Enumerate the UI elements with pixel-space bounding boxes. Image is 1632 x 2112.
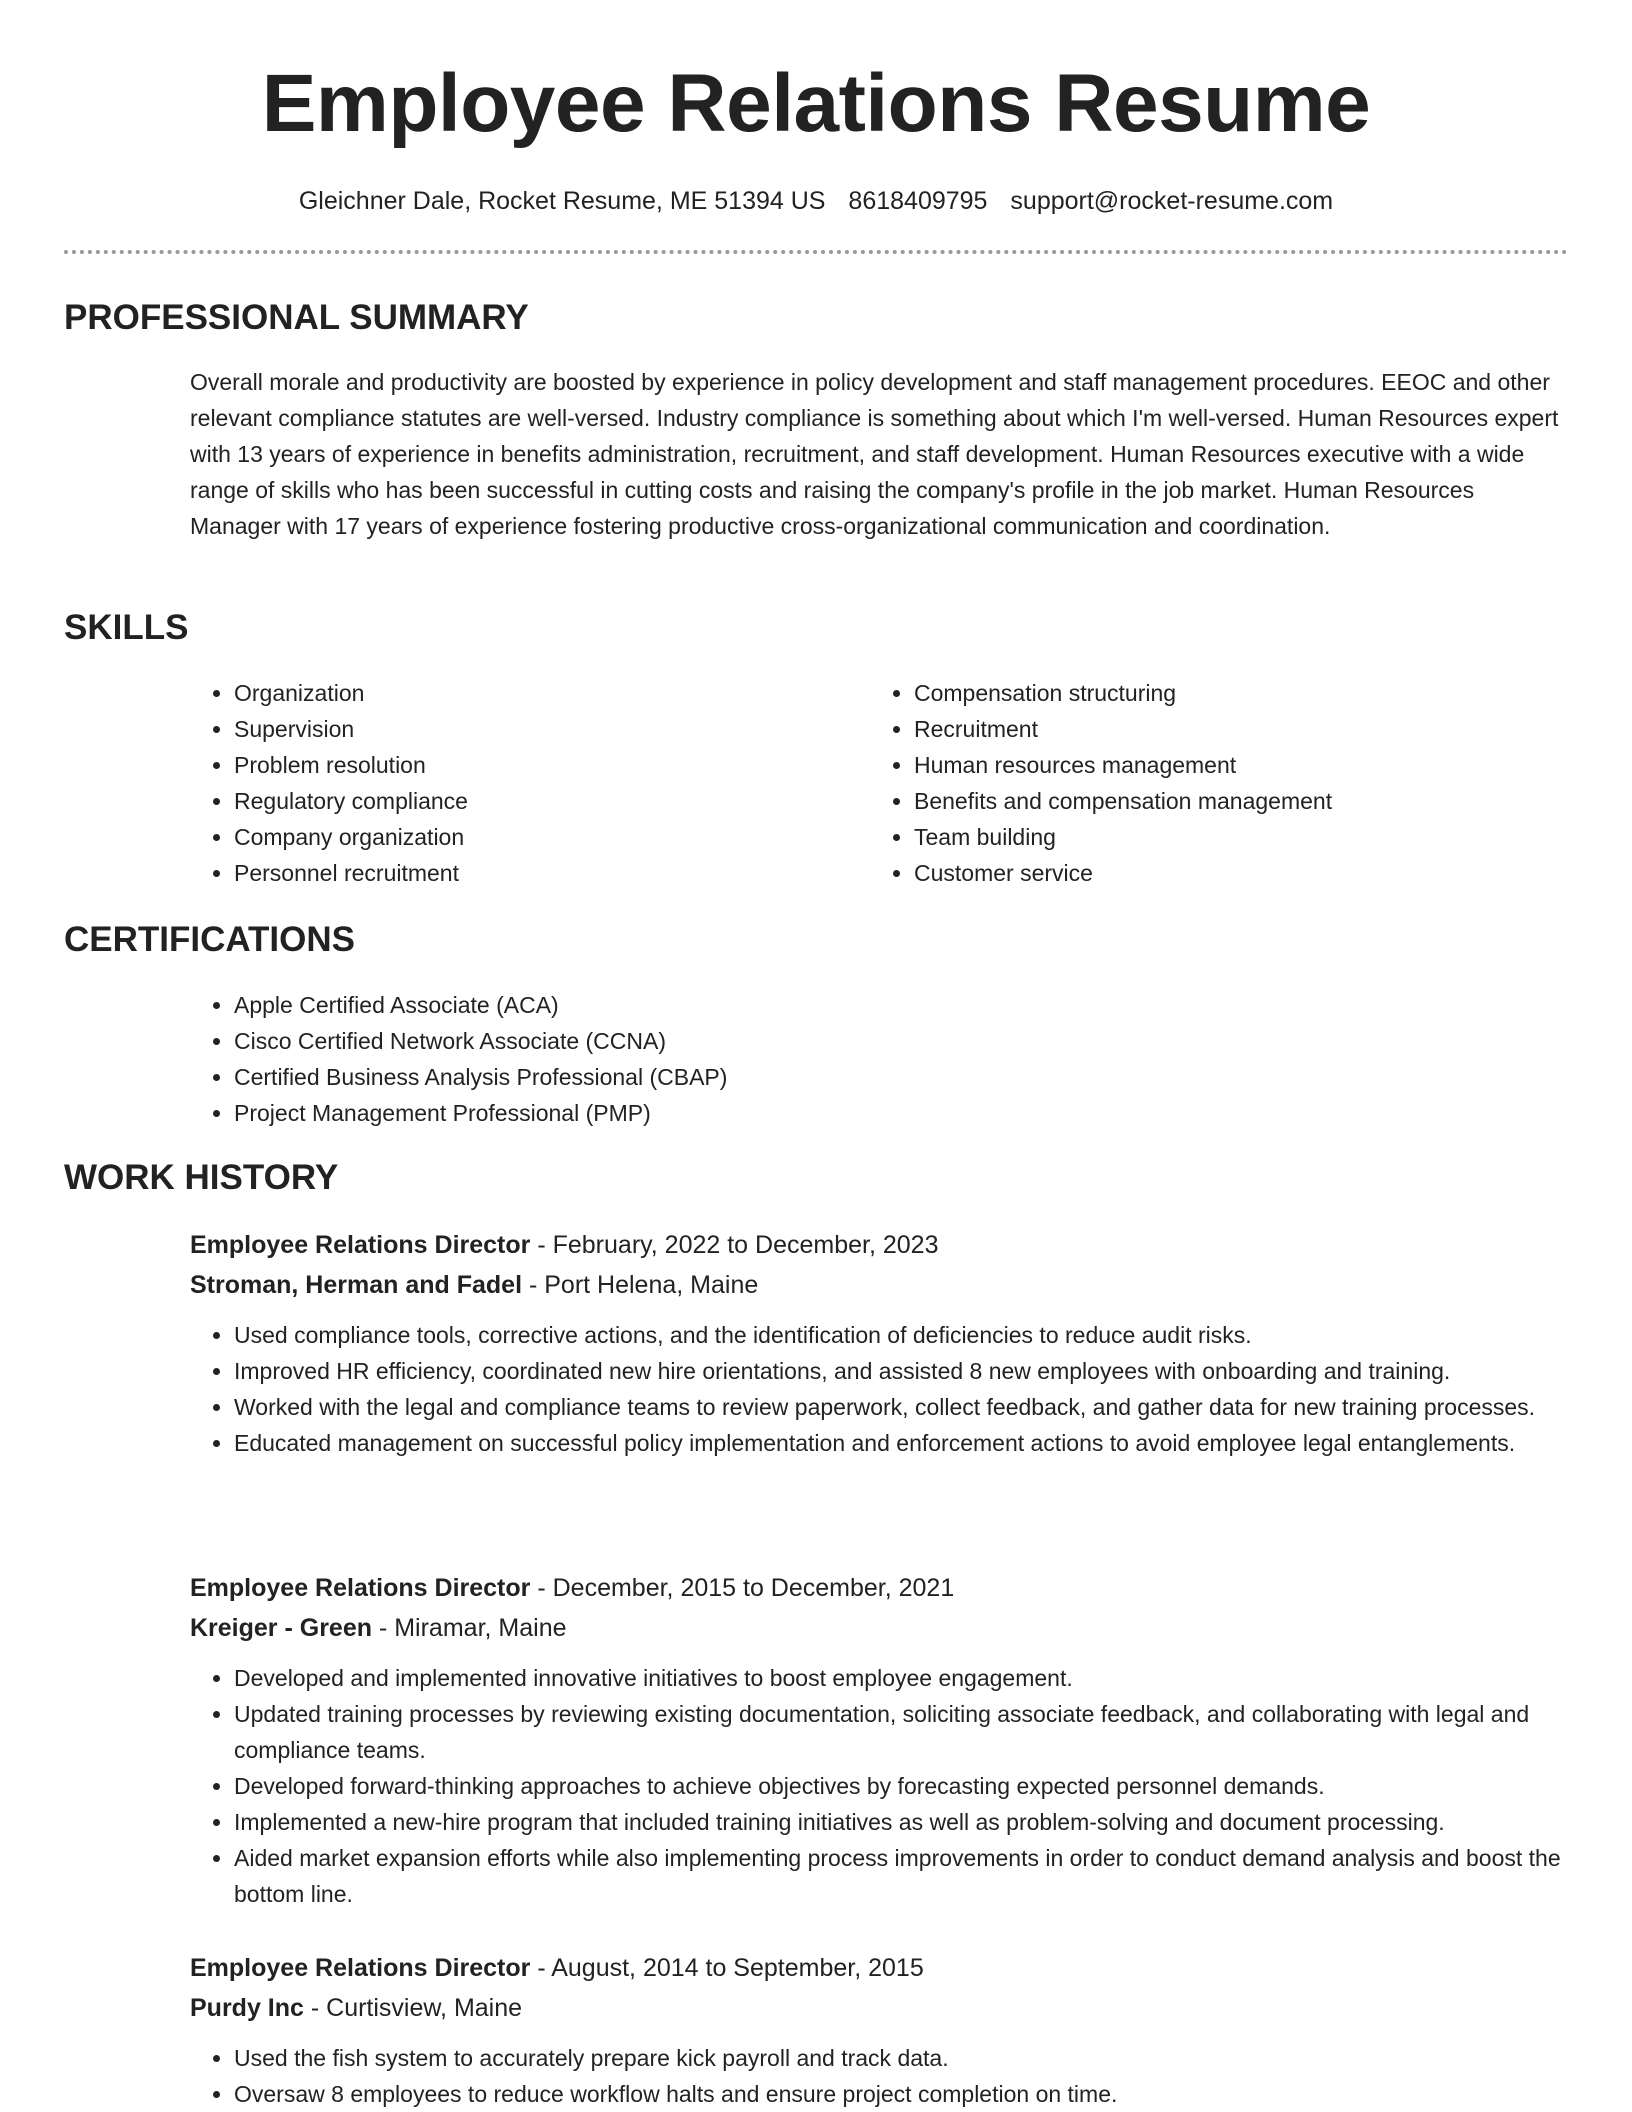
job-company: Kreiger - Green	[190, 1614, 373, 1642]
list-item: • Recruitment	[914, 711, 1332, 747]
list-item: • Certified Business Analysis Professional (CBAP)	[234, 1059, 727, 1095]
list-item: • Personnel recruitment	[234, 855, 468, 891]
job-dates: - February, 2022 to December, 2023	[530, 1231, 939, 1259]
list-item: • Regulatory compliance	[234, 783, 468, 819]
job-title-line	[190, 1568, 1568, 1608]
list-item: • Cisco Certified Network Associate (CCNA)	[234, 1023, 727, 1059]
job-entry	[190, 1948, 1568, 2112]
list-item: • Problem resolution	[234, 747, 468, 783]
job-title: Employee Relations Director	[190, 1231, 531, 1259]
summary-text: Overall morale and productivity are boosted by experience in policy development and staff management procedures. EEOC and other relevant compliance statutes are well-versed. Industry compliance is something about which I'm well-versed. Human Resources expert with 13 years of experience in benefits administration, recruitment, and staff development. Human Resources executive with a wide range of skills who has been successful in cutting costs and raising the company's profile in the job market. Human Resources Manager with 17 years of experience fostering productive cross-organizational communication and coordination.	[190, 369, 1559, 539]
job-title-line	[190, 1948, 1568, 1988]
list-item: • Oversaw 8 employees to reduce workflow halts and ensure project completion on time.	[234, 2076, 1568, 2112]
list-item: • Aided market expansion efforts while also implementing process improvements in order to conduct demand analysis and boost the bottom line.	[234, 1840, 1568, 1912]
job-company: Stroman, Herman and Fadel	[190, 1271, 523, 1299]
job-location: - Curtisview, Maine	[303, 1994, 523, 2022]
list-item: • Improved HR efficiency, coordinated new hire orientations, and assisted 8 new employees with onboarding and training.	[234, 1353, 1568, 1389]
list-item: • Company organization	[234, 819, 468, 855]
contact-email: support@rocket-resume.com	[1010, 187, 1334, 215]
list-item: • Implemented a new-hire program that included training initiatives as well as problem-solving and document processing.	[234, 1804, 1568, 1840]
job-entry	[190, 1568, 1568, 1912]
skills-column-left	[190, 675, 468, 891]
contact-address: Gleichner Dale, Rocket Resume, ME 51394 US	[298, 187, 826, 215]
summary-heading: PROFESSIONAL SUMMARY	[64, 298, 529, 337]
job-title: Employee Relations Director	[190, 1574, 531, 1602]
job-company-line	[190, 1608, 1568, 1648]
job-company-line	[190, 1988, 1568, 2028]
job-company-line	[190, 1265, 1568, 1305]
job-title-line	[190, 1225, 1568, 1265]
list-item: • Educated management on successful policy implementation and enforcement actions to avoid employee legal entanglements.	[234, 1425, 1568, 1461]
job-location: - Port Helena, Maine	[522, 1271, 759, 1299]
work-history-heading: WORK HISTORY	[64, 1158, 339, 1197]
list-item: • Project Management Professional (PMP)	[234, 1095, 727, 1131]
contact-phone: 8618409795	[848, 187, 988, 215]
job-location: - Miramar, Maine	[372, 1614, 567, 1642]
skills-list-left	[190, 675, 468, 891]
resume-title: Employee Relations Resume	[261, 58, 1371, 149]
header-divider	[64, 250, 1568, 254]
certifications-list-wrap	[190, 987, 727, 1131]
list-item: • Updated training processes by reviewing existing documentation, soliciting associate feedback, and collaborating with legal and compliance teams.	[234, 1696, 1568, 1768]
job-company: Purdy Inc	[190, 1994, 304, 2022]
list-item: • Used the fish system to accurately prepare kick payroll and track data.	[234, 2040, 1568, 2076]
resume-page	[64, 0, 1568, 2107]
contact-line	[64, 184, 1568, 218]
skills-list-right	[870, 675, 1332, 891]
job-dates: - December, 2015 to December, 2021	[530, 1574, 955, 1602]
job-duties-list	[190, 1660, 1568, 1912]
job-duties-list	[190, 2040, 1568, 2112]
job-title: Employee Relations Director	[190, 1954, 531, 1982]
job-entry	[190, 1225, 1568, 1461]
certifications-heading: CERTIFICATIONS	[64, 920, 356, 959]
certifications-list	[190, 987, 727, 1131]
skills-heading: SKILLS	[64, 608, 189, 647]
list-item: • Benefits and compensation management	[914, 783, 1332, 819]
list-item: • Worked with the legal and compliance teams to review paperwork, collect feedback, and gather data for new training processes.	[234, 1389, 1568, 1425]
job-dates: - August, 2014 to September, 2015	[530, 1954, 924, 1982]
list-item: • Team building	[914, 819, 1332, 855]
job-duties-list	[190, 1317, 1568, 1461]
skills-column-right	[870, 675, 1332, 891]
list-item: • Developed forward-thinking approaches to achieve objectives by forecasting expected personnel demands.	[234, 1768, 1568, 1804]
list-item: • Human resources management	[914, 747, 1332, 783]
list-item: • Compensation structuring	[914, 675, 1332, 711]
list-item: • Customer service	[914, 855, 1332, 891]
list-item: • Organization	[234, 675, 468, 711]
list-item: • Developed and implemented innovative initiatives to boost employee engagement.	[234, 1660, 1568, 1696]
list-item: • Apple Certified Associate (ACA)	[234, 987, 727, 1023]
list-item: • Used compliance tools, corrective actions, and the identification of deficiencies to reduce audit risks.	[234, 1317, 1568, 1353]
list-item: • Supervision	[234, 711, 468, 747]
